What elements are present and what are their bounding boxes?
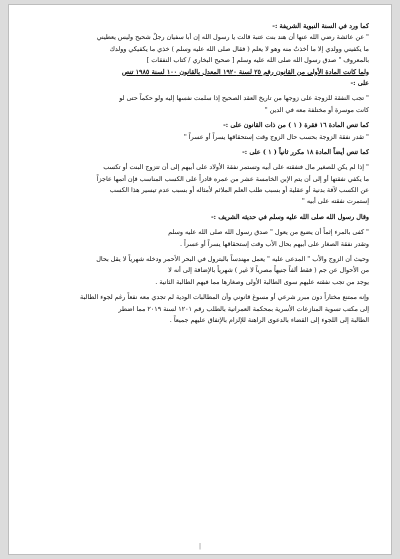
page-marker: | <box>198 543 202 550</box>
text-line: وإنه ممتنع مختاراً دون مبرر شرعي أو مسوغ قانوني وأن المطالبات الودية لم تجدي معه نفعاً رغم لجوء الطالبة <box>80 293 369 302</box>
text-line: وتقدر نفقة الصغار على أبيهم بحال الأب وقت إستحقاقها يسراً أو عسراً . <box>179 239 369 248</box>
text-line: وقال رسول الله صلى الله عليه وسلم في حديثه الشريف :- <box>210 212 369 221</box>
text-line: ما يكفيني وولدي إلا ما أخذتُ منه وهو لا يعلم ( فقال صلى الله عليه وسلم ) خذي ما يكفيكي وولدك <box>109 44 369 53</box>
text-line: وحيث أن الزوج والأب " المدعى عليه " يعمل مهندساً بالبترول في البحر الأحمر ودخله شهرياً لا يقل بحال <box>96 255 369 264</box>
text-line: " تجب النفقة للزوجة على زوجها من تاريخ العقد الصحيح إذا سلمت نفسها إليه ولو حكماً حتى لو <box>119 94 369 103</box>
text-line: ما يكفي نفقتها أو إلى أن يتم الإبن الخامسة عشر من عمره قادراً على الكسب المناسب فإن أتمها عاجزاً <box>96 174 369 183</box>
text-line: عن الكسب لآفة بدنية أو عقلية أو بسبب طلب العلم الملائم لأمثاله أو بسبب عدم تيسير هذا الكسب <box>109 186 369 195</box>
text-line: كانت موسرة أو مختلفة معه في الدين " <box>264 105 369 114</box>
text-line: كما تنص المادة ١٦ فقرة ( ١ ) من ذات القانون على :- <box>223 121 369 130</box>
text-line: على :- <box>350 78 369 87</box>
text-line: ولما كانت المادة الأولى من القانون رقم ٢٥ لسنة ١٩٢٠ المعدل بالقانون ١٠٠ لسنة ١٩٨٥ تنص <box>121 67 369 76</box>
text-line: " تقدر نفقة الزوجة بحسب حال الزوج وقت إستحقاقها يسراً أو عسراً " <box>183 132 369 141</box>
document-body <box>29 21 369 326</box>
text-line: بالمعروف " صدق رسول الله صلى الله عليه وسلم [ صحيح البخاري / كتاب النفقات ] <box>146 56 369 65</box>
text-line: يوجد من تجب نفقته عليهم سوى الطالبة الأولى وصغارها مما فيهم الطالبة الثانية . <box>155 277 369 286</box>
text-line: " كفى بالمرء إثماً أن يضيع من يعول " صدق رسول الله صلى الله عليه وسلم <box>168 228 369 237</box>
text-line: الطالبة إلى اللجوء إلى القضاء بالدعوى الراهنة للإلزام بالإتفاق عليهم جميعاً . <box>169 315 369 324</box>
text-line: كما ورد في السنة النبوية الشريفة :- <box>272 22 369 30</box>
text-line: من الأحوال عن جم ( فقط ألفاً جنيهاً مصرياً لا غير ) شهرياً بالإضافة إلى أنه لا <box>168 266 369 275</box>
text-line: " إذا لم يكن للصغير مال فنفقته على أبيه وتستمر نفقة الأولاد على أبيهم إلى أن تتزوج البنت أو تكسب <box>103 163 369 172</box>
text-line: إلى مكتب تسوية المنازعات الأسرية بمحكمة العمرانية بالطلب رقم ١٢٠١ لسنة ٢٠١٩ مما اضطر <box>118 304 369 313</box>
document-page <box>8 4 392 555</box>
text-line: " عن عائشة رضي الله عنها أن هند بنت عتبة قالت يا رسول الله إن أبا سفيان رجلٌ شحيح وليس يعطيني <box>96 33 369 42</box>
text-line: كما تنص أيضاً المادة ١٨ مكرر ثانياً ( ١ ) على :- <box>242 147 369 156</box>
text-line: إستمرت نفقته على أبيه " <box>301 197 369 206</box>
